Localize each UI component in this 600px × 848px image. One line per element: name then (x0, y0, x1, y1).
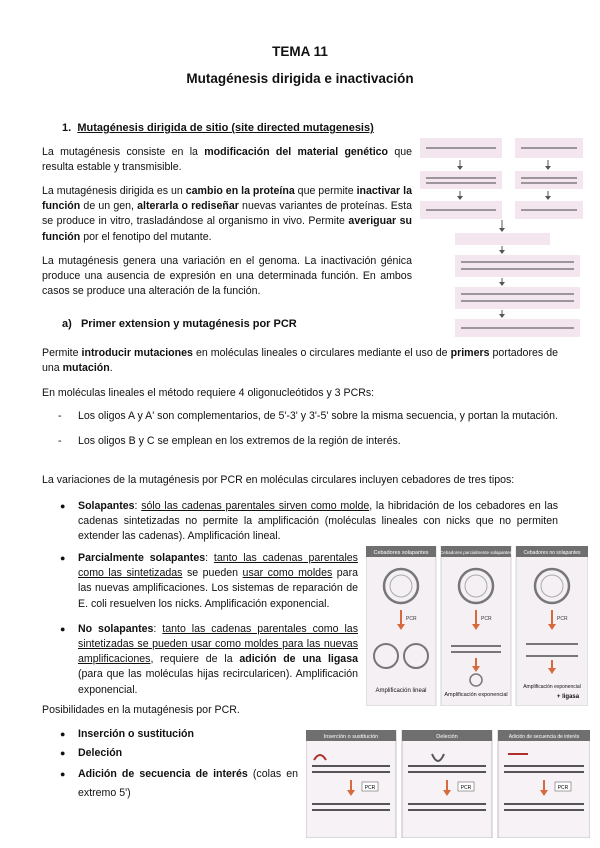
option1-pcr: PCR (364, 785, 376, 791)
option-panel-addition (498, 730, 590, 838)
oligo-list (58, 409, 558, 449)
section-1-number: 1. (62, 122, 72, 134)
section-a-heading (62, 318, 297, 330)
paragraph-circular: La variaciones de la mutagénesis por PCR en moléculas circulares incluyen cebadores de tres tipos: (42, 474, 515, 486)
option2-pcr: PCR (460, 785, 472, 791)
caption-exponential-2: Amplificación exponencial (523, 684, 581, 690)
pcr-options-figure (306, 730, 590, 838)
paragraph-linear: En moléculas lineales el método requiere 4 oligonucleótidos y 3 PCRs: (42, 387, 375, 399)
pcr-label-1: PCR (406, 616, 417, 622)
panel2-title: Cebadores parcialmente solapantes (439, 550, 513, 555)
fig-panel-b2 (515, 171, 583, 189)
section-1-heading (62, 122, 374, 134)
panel-partial (440, 546, 513, 706)
section-1-title: Mutagénesis dirigida de sitio (site directed mutagenesis) (77, 122, 374, 134)
list-item: ● Inserción o sustitución (58, 727, 298, 742)
panel3-title: Cebadores no solapantes (523, 550, 581, 556)
paragraph-variation: La mutagénesis genera una variación en el genoma. La inactivación génica produce una ausencia de expresión en una determinada función. En ambos casos se produce una alteración de la función. (42, 255, 412, 298)
option3-title: Adición de secuencia de interés (508, 734, 580, 740)
paragraph-possibilities: Posibilidades en la mutagénesis por PCR. (42, 704, 240, 716)
list-item: - Los oligos B y C se emplean en los extremos de la región de interés. (58, 434, 558, 449)
primer-type-list-1 (58, 499, 558, 545)
section-a-title: Primer extension y mutagénesis por PCR (80, 318, 297, 330)
primer-type-list-2 (58, 551, 358, 698)
panel-non-overlapping (516, 546, 588, 706)
fig-panel-a2 (420, 171, 502, 189)
pcr-options-list (58, 727, 298, 803)
option2-title: Deleción (436, 734, 458, 740)
paragraph-definition: La mutagénesis consiste en la modificación del material genético que resulta estable y transmisible. (42, 146, 412, 174)
list-item: ● Adición de secuencia de interés (colas en extremo 5') (58, 765, 298, 803)
list-item: ● Parcialmente solapantes: tanto las cadenas parentales como las sintetizadas se pueden usar como moldes para las nuevas amplificaciones. Los sistemas de reparación de E. coli resuelven los nicks. Amplificación exponencial. (58, 551, 358, 612)
list-item: ● Solapantes: sólo las cadenas parentales sirven como molde, la hibridación de los cebadores en las cadenas sintetizadas no permite la amplificación (moléculas lineales con nicks que no permiten extender las cadenas). Amplificación lineal. (58, 499, 558, 545)
list-item: ● No solapantes: tanto las cadenas parentales como las sintetizadas se pueden usar como moldes para las nuevas amplificaciones, requiere de la adición de una ligasa (para que las moléculas hijas recircularicen). Amplificación exponencial. (58, 622, 358, 698)
ligase-label: + ligasa (556, 694, 580, 700)
option3-pcr: PCR (557, 785, 569, 791)
option-panel-insertion (306, 730, 396, 838)
pcr-label-2: PCR (481, 616, 492, 622)
caption-linear: Amplificación lineal (375, 688, 427, 694)
option1-title: Inserción o sustitución (323, 734, 379, 740)
pcr-label-3: PCR (557, 616, 568, 622)
panel1-title: Cebadores solapantes (373, 550, 429, 556)
panel-overlapping (366, 546, 436, 706)
list-item: ● Deleción (58, 746, 298, 761)
fig-panel-c1 (455, 255, 580, 277)
page-title: TEMA 11 (272, 44, 328, 59)
fig-panel-mid (455, 233, 550, 245)
caption-exponential-1: Amplificación exponencial (444, 692, 508, 698)
paragraph-directed: La mutagénesis dirigida es un cambio en la proteína que permite inactivar la función de un gen, alterarla o rediseñar nuevas variantes de proteínas. Esta se produce in vitro, trasladándose al organismo in vivo. Permite averiguar su función por el fenotipo del mutante. (42, 185, 412, 243)
fig-panel-c2 (455, 287, 580, 309)
list-item: - Los oligos A y A' son complementarios, de 5'-3' y 3'-5' sobre la misma secuencia, y portan la mutación. (58, 409, 558, 424)
paragraph-primers: Permite introducir mutaciones en moléculas lineales o circulares mediante el uso de primers portadores de una mutación. (42, 347, 558, 375)
primer-extension-figure (420, 138, 584, 338)
section-a-letter: a) (62, 318, 72, 330)
page-subtitle: Mutagénesis dirigida e inactivación (186, 71, 414, 86)
circular-primers-figure (366, 546, 588, 706)
option-panel-deletion (402, 730, 492, 838)
